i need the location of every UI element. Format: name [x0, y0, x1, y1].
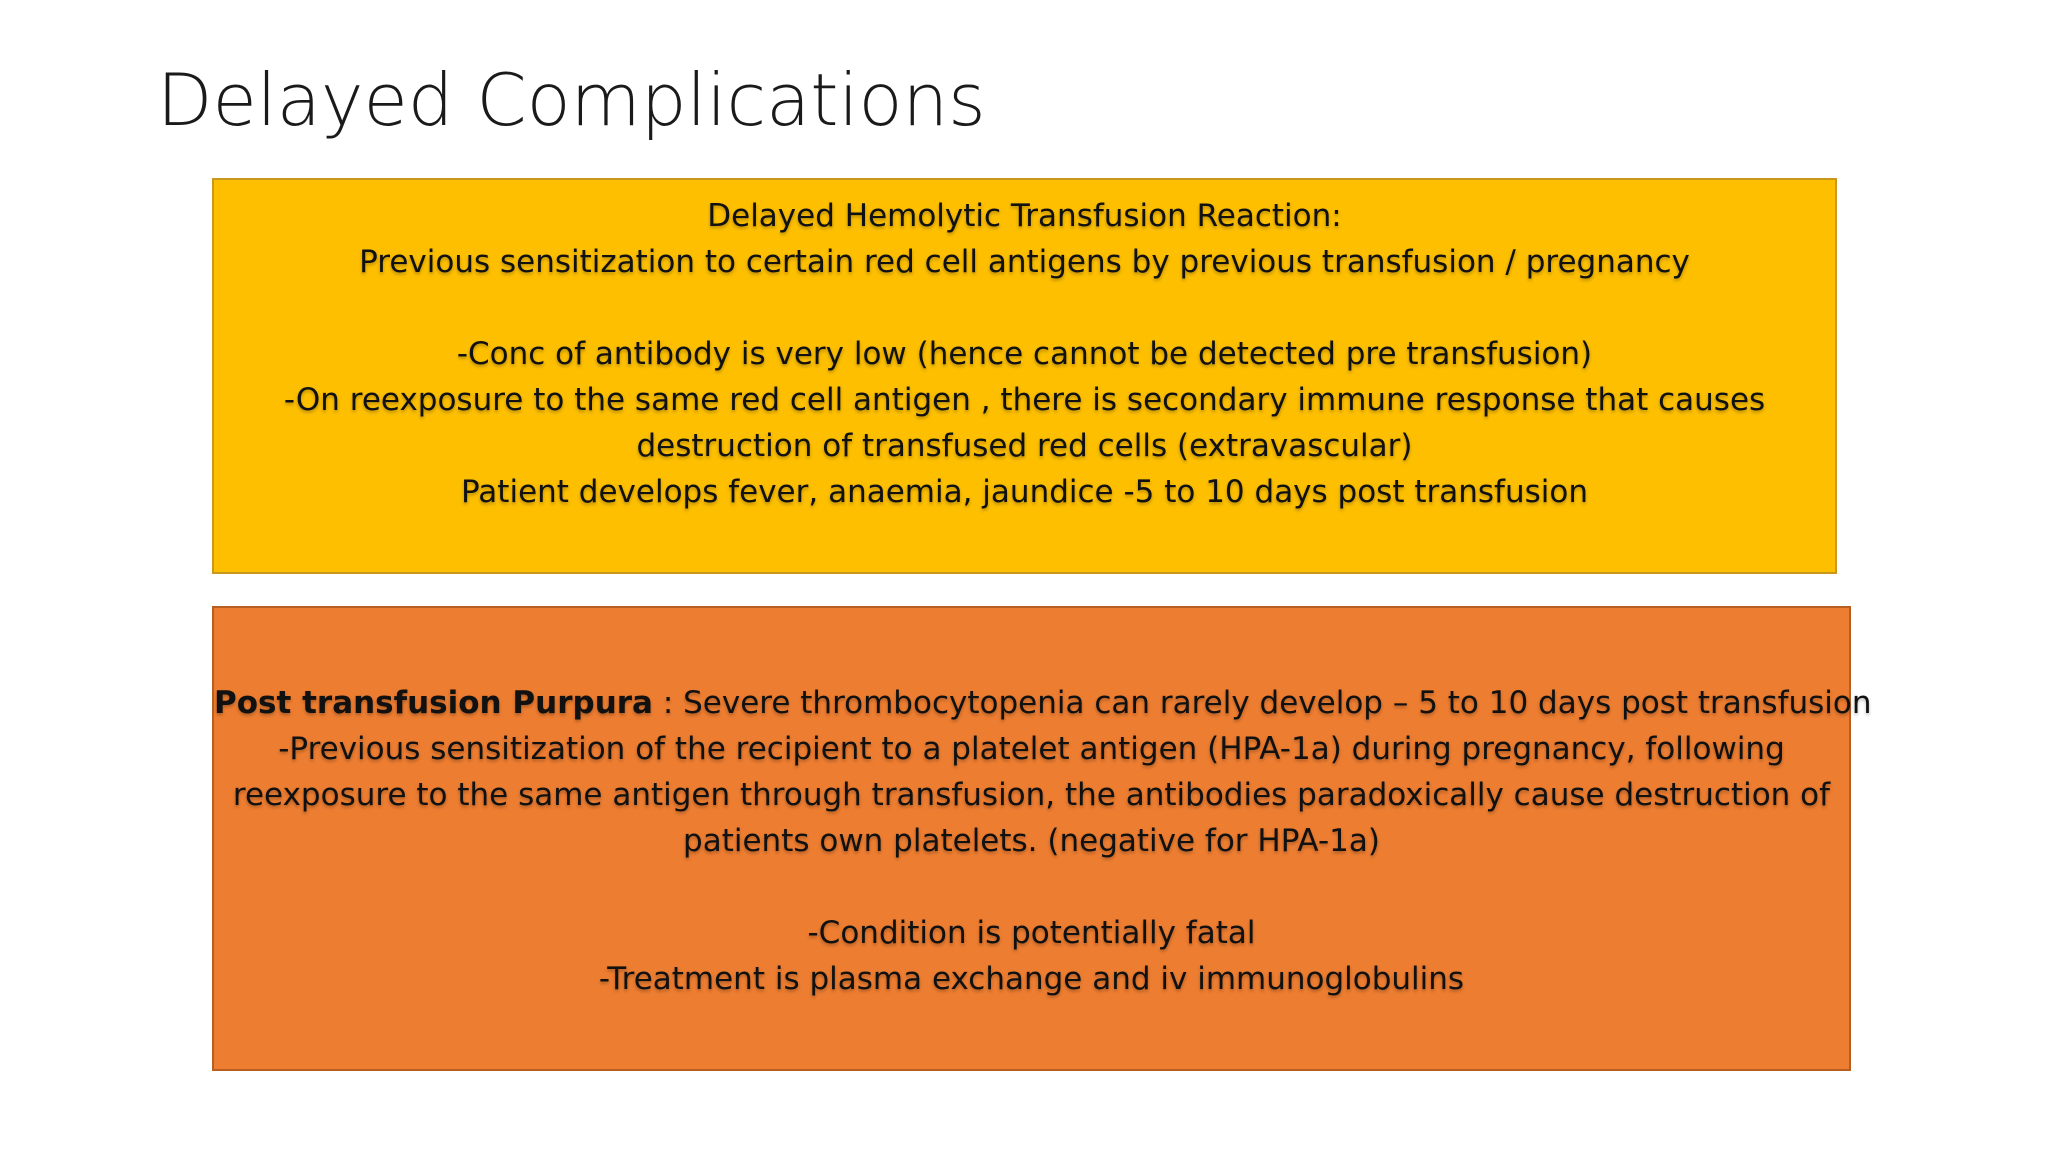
- box2-line-5: -Treatment is plasma exchange and iv immunoglobulins: [598, 961, 1465, 997]
- box1-heading: Delayed Hemolytic Transfusion Reaction:: [707, 198, 1342, 234]
- post-transfusion-purpura-box: [212, 606, 1872, 1071]
- box2-heading: [214, 680, 1872, 726]
- box2-line-4: -Condition is potentially fatal: [807, 915, 1256, 951]
- box1-spacer: [214, 285, 1835, 331]
- box1-line-1: Previous sensitization to certain red cell antigens by previous transfusion / pregnancy: [359, 244, 1690, 280]
- box1-line-5: Patient develops fever, anaemia, jaundice -5 to 10 days post transfusion: [461, 474, 1588, 510]
- box2-heading-bold: Post transfusion Purpura: [214, 685, 653, 721]
- box1-line-2: -Conc of antibody is very low (hence cannot be detected pre transfusion): [456, 336, 1593, 372]
- box2-line-3: patients own platelets. (negative for HPA-1a): [683, 823, 1380, 859]
- box1-line-3: -On reexposure to the same red cell antigen , there is secondary immune response that causes: [283, 382, 1766, 418]
- box2-line-1: -Previous sensitization of the recipient to a platelet antigen (HPA-1a) during pregnancy, following: [278, 731, 1785, 767]
- delayed-hemolytic-reaction-box: [212, 178, 1837, 574]
- box2-line-2: reexposure to the same antigen through transfusion, the antibodies paradoxically cause destruction of: [232, 777, 1831, 813]
- box2-spacer: [214, 864, 1849, 910]
- slide-title: Delayed Complications: [157, 58, 986, 142]
- box2-heading-rest: : Severe thrombocytopenia can rarely develop – 5 to 10 days post transfusion: [652, 685, 1872, 721]
- box1-line-4: destruction of transfused red cells (extravascular): [636, 428, 1413, 464]
